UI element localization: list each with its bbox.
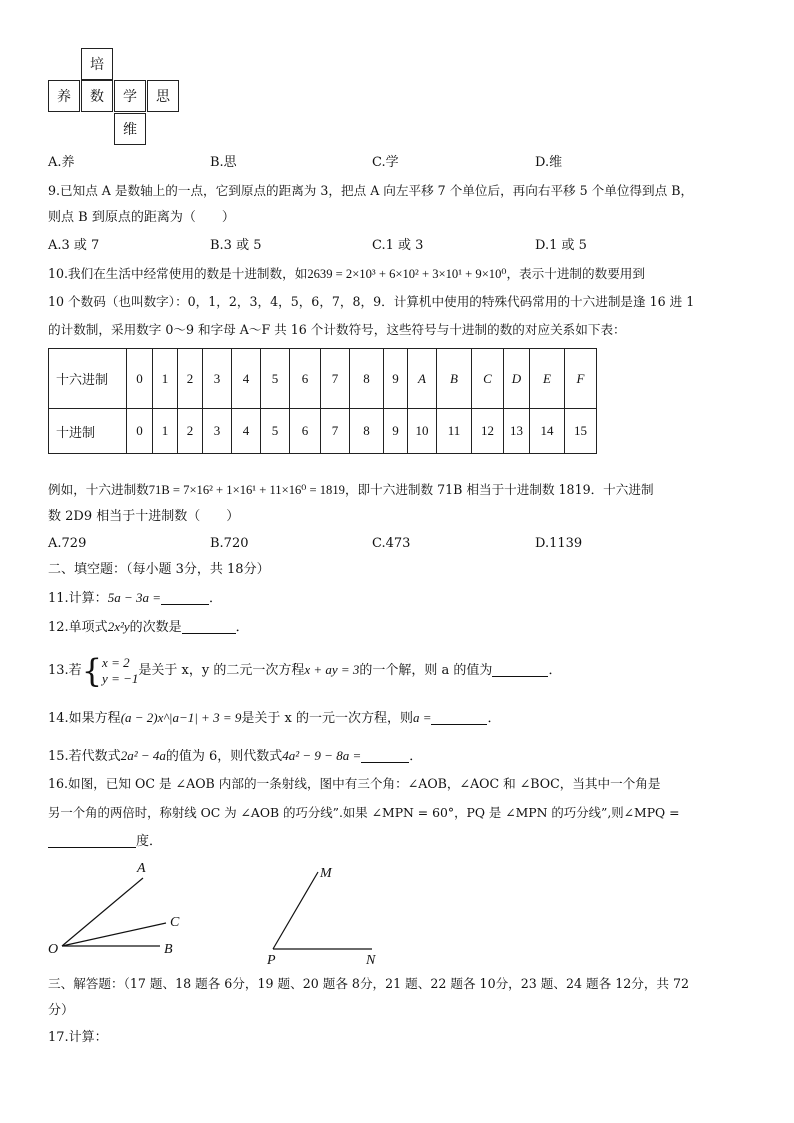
q16-end: 度．	[136, 834, 163, 849]
q13-end: ．	[548, 663, 562, 678]
ray-oa	[62, 878, 143, 946]
cube-face-bottom: 维	[114, 113, 146, 145]
hex-cell: A	[408, 349, 437, 409]
hex-cell: 4	[232, 349, 261, 409]
q10-line1-text: 10.我们在生活中经常使用的数是十进制数，如	[48, 266, 308, 281]
q12-expression: 2x²y	[107, 619, 130, 634]
q12-text: 的次数是	[129, 620, 182, 635]
dec-cell: 13	[504, 409, 530, 454]
q8-option-c: C.学	[372, 155, 399, 170]
section-3-heading-cont: 分）	[48, 1003, 75, 1018]
cube-face-top: 培	[81, 48, 113, 80]
dec-cell: 15	[565, 409, 597, 454]
q12-end: ．	[235, 620, 249, 635]
hex-cell: E	[530, 349, 565, 409]
cube-face-1: 养	[48, 80, 80, 112]
dec-cell: 2	[178, 409, 203, 454]
q8-option-d: D.维	[535, 155, 563, 170]
dec-cell: 0	[127, 409, 153, 454]
hex-cell: C	[472, 349, 504, 409]
cube-face-3: 学	[114, 80, 146, 112]
hex-cell: 1	[153, 349, 178, 409]
hex-cell: 5	[261, 349, 290, 409]
q15-text: 的值为 6，则代数式	[165, 749, 283, 764]
q9-option-d: D.1 或 5	[535, 238, 587, 253]
q15-expression2: 4a² − 9 − 8a =	[282, 748, 362, 763]
q11-end: ．	[208, 591, 222, 606]
q13-equation: x + ay = 3	[304, 662, 360, 677]
q11-expression: 5a − 3a =	[107, 590, 161, 605]
q10-option-c: C.473	[372, 536, 411, 551]
q11-label: 11.计算：	[48, 591, 108, 606]
q10-formula: 2639 = 2×10³ + 6×10² + 3×10¹ + 9×10⁰	[307, 267, 507, 281]
figure-mpn	[273, 872, 372, 949]
q8-option-b: B.思	[210, 155, 237, 170]
q10-example-tail: ，即十六进制数 71B 相当于十进制数 1819．十六进制	[344, 482, 654, 497]
hex-cell: F	[565, 349, 597, 409]
hex-cell: 8	[350, 349, 384, 409]
brace-icon: {	[81, 651, 103, 690]
q8-option-a: A.养	[48, 155, 75, 170]
q9-option-c: C.1 或 3	[372, 238, 424, 253]
q10-example-formula: 71B = 7×16² + 1×16¹ + 11×16⁰ = 1819	[148, 483, 345, 497]
q15-end: ．	[409, 749, 423, 764]
section-2-heading: 二、填空题：（每小题 3分，共 18分）	[48, 562, 270, 577]
label-o: O	[48, 942, 59, 957]
label-p: P	[267, 953, 276, 968]
hex-cell: 0	[127, 349, 153, 409]
cube-face-2: 数	[81, 80, 113, 112]
q14-end: ．	[487, 711, 501, 726]
q16-line2: 另一个角的两倍时，称射线 OC 为 ∠AOB 的巧分线”.如果 ∠MPN = 60°，PQ 是 ∠MPN 的巧分线”,则∠MPQ =	[48, 805, 680, 820]
hex-cell: D	[504, 349, 530, 409]
dec-cell: 9	[384, 409, 408, 454]
q10-line3: 的计数制，采用数字 0～9 和字母 A～F 共 16 个计数符号，这些符号与十进制的数的对应关系如下表：	[48, 322, 626, 337]
q13-eq1: x = 2	[102, 654, 130, 670]
dec-cell: 14	[530, 409, 565, 454]
ray-pm	[273, 872, 318, 949]
label-m: M	[320, 866, 332, 881]
dec-cell: 8	[350, 409, 384, 454]
hex-cell: 6	[290, 349, 321, 409]
figure-aob	[62, 878, 166, 946]
q14-variable: a =	[412, 710, 432, 725]
label-a: A	[137, 861, 146, 876]
decimal-row-label: 十进制	[49, 409, 127, 454]
label-c: C	[170, 915, 180, 930]
hex-row-label: 十六进制	[49, 349, 127, 409]
label-b: B	[164, 942, 173, 957]
section-3-heading: 三、解答题：（17 题、18 题各 6分，19 题、20 题各 8分，21 题、22 题各 10分，23 题、24 题各 12分，共 72	[48, 976, 690, 991]
q14-expression: (a − 2)x^|a−1| + 3 = 9	[120, 710, 242, 725]
dec-cell: 6	[290, 409, 321, 454]
q13-label: 13.若	[48, 663, 82, 678]
q10-line-last: 数 2D9 相当于十进制数（ ）	[48, 509, 240, 524]
q16-line1: 16.如图，已知 OC 是 ∠AOB 内部的一条射线，图中有三个角：∠AOB，∠AOC 和 ∠BOC，当其中一个角是	[48, 776, 661, 791]
q13-eq2: y = −1	[102, 670, 139, 686]
ray-oc	[62, 923, 166, 946]
hex-cell: 7	[321, 349, 350, 409]
hex-cell: 9	[384, 349, 408, 409]
dec-cell: 5	[261, 409, 290, 454]
hex-cell: B	[437, 349, 472, 409]
dec-cell: 7	[321, 409, 350, 454]
dec-cell: 4	[232, 409, 261, 454]
q10-option-b: B.720	[210, 536, 249, 551]
q12-label: 12.单项式	[48, 620, 108, 635]
q9-line1: 9.已知点 A 是数轴上的一点，它到原点的距离为 3，把点 A 向左平移 7 个单位后，再向右平移 5 个单位得到点 B，	[48, 183, 694, 198]
q10-line1-tail: ，表示十进制的数要用到	[506, 266, 645, 281]
q10-option-a: A.729	[48, 536, 87, 551]
dec-cell: 12	[472, 409, 504, 454]
hex-cell: 3	[203, 349, 232, 409]
q9-option-a: A.3 或 7	[48, 238, 100, 253]
cube-face-4: 思	[147, 80, 179, 112]
label-n: N	[366, 953, 376, 968]
q14-label: 14.如果方程	[48, 711, 121, 726]
q15-expression1: 2a² − 4a	[120, 748, 166, 763]
hex-cell: 2	[178, 349, 203, 409]
dec-cell: 10	[408, 409, 437, 454]
dec-cell: 1	[153, 409, 178, 454]
q14-text: 是关于 x 的一元一次方程，则	[241, 711, 413, 726]
q9-option-b: B.3 或 5	[210, 238, 262, 253]
dec-cell: 3	[203, 409, 232, 454]
q9-line2: 则点 B 到原点的距离为（ ）	[48, 210, 235, 225]
q10-example-text: 例如，十六进制数	[48, 482, 149, 497]
q13-text2: 的一个解，则 a 的值为	[359, 663, 493, 678]
dec-cell: 11	[437, 409, 472, 454]
q10-option-d: D.1139	[535, 536, 583, 551]
q13-text: 是关于 x，y 的二元一次方程	[138, 663, 305, 678]
q10-line2: 10 个数码（也叫数字）：0，1，2，3，4，5，6，7，8，9．计算机中使用的特殊代码常用的十六进制是逢 16 进 1	[48, 294, 695, 309]
q17: 17.计算：	[48, 1030, 108, 1045]
q15-label: 15.若代数式	[48, 749, 121, 764]
